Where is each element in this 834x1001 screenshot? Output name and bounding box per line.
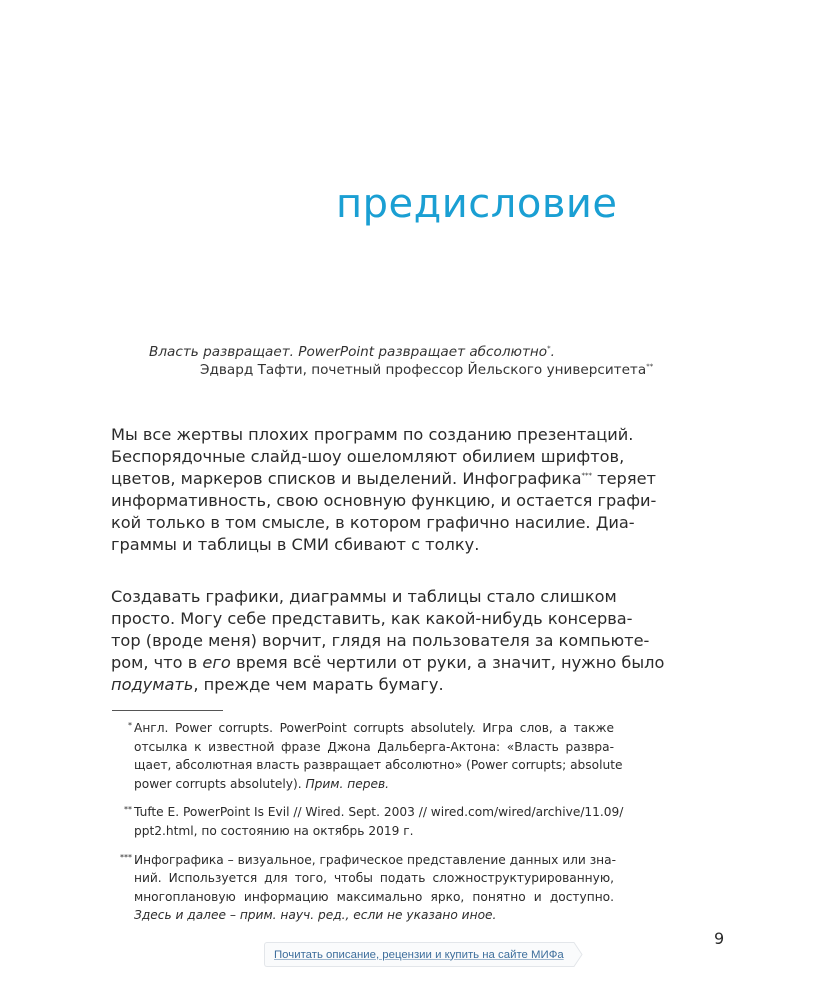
footnote-line: Tufte E. PowerPoint Is Evil // Wired. Sept. 2003 // wired.com/wired/archive/11.09/ bbox=[134, 805, 624, 820]
paragraph-2-text: , прежде чем марать бумагу. bbox=[193, 675, 444, 694]
translator-note: Прим. перев. bbox=[305, 776, 390, 791]
paragraph-2-line: тор (вроде меня) ворчит, глядя на пользователя за компьюте- bbox=[111, 631, 650, 650]
emphasis-text: подумать bbox=[111, 675, 194, 694]
footnote-line: щает, абсолютная власть развращает абсолютно» (Power corrupts; absolute bbox=[134, 758, 623, 773]
epigraph-quote-text: Власть развращает. PowerPoint развращает абсолютно bbox=[149, 344, 548, 360]
paragraph-1-line: Мы все жертвы плохих программ по созданию презентаций. bbox=[111, 425, 634, 444]
paragraph-1-line bbox=[111, 468, 656, 490]
paragraph-2 bbox=[111, 586, 665, 696]
footnote-line: Инфографика – визуальное, графическое представление данных или зна- bbox=[134, 852, 617, 867]
arrow-tip-icon bbox=[571, 942, 583, 967]
epigraph-attribution-text: Эдвард Тафти, почетный профессор Йельского университета bbox=[200, 362, 647, 378]
paragraph-1-line: граммы и таблицы в СМИ сбивают с толку. bbox=[111, 535, 480, 554]
epigraph-attribution bbox=[149, 361, 654, 379]
paragraph-1-line-text: цветов, маркеров списков и выделений. Инфографика bbox=[111, 469, 582, 488]
emphasis-text: его bbox=[202, 653, 231, 672]
paragraph-2-line: Создавать графики, диаграммы и таблицы стало слишком bbox=[111, 587, 617, 606]
editor-note: Здесь и далее – прим. науч. ред., если не указано иное. bbox=[134, 908, 497, 923]
paragraph-2-line bbox=[111, 674, 613, 696]
footnote-marker: * bbox=[128, 721, 132, 730]
footnote-line bbox=[134, 775, 614, 794]
paragraph-1-line-tail: теряет bbox=[592, 469, 656, 488]
paragraph-1-line: Беспорядочные слайд-шоу ошеломляют обилием шрифтов, bbox=[111, 447, 625, 466]
footnote-ref-2[interactable]: ** bbox=[646, 362, 654, 371]
paragraph-2-line bbox=[111, 652, 665, 674]
epigraph bbox=[149, 343, 654, 379]
page-title: предисловие bbox=[336, 181, 618, 227]
footnote-marker: ** bbox=[124, 805, 132, 815]
paragraph-1-line: кой только в том смысле, в котором графично насилие. Диа- bbox=[111, 513, 635, 532]
footnote-line: отсылка к известной фразе Джона Дальберга-Актона: «Власть развра- bbox=[134, 739, 614, 754]
buy-link-button[interactable] bbox=[264, 942, 583, 967]
footnote-ref-1[interactable]: * bbox=[547, 344, 551, 353]
footnote-1 bbox=[112, 719, 623, 793]
paragraph-2-text: ром, что в bbox=[111, 653, 203, 672]
paragraph-2-line: просто. Могу себе представить, как какой-нибудь консерва- bbox=[111, 609, 633, 628]
paragraph-1 bbox=[111, 424, 657, 556]
footnote-2 bbox=[112, 803, 624, 840]
footnote-marker: *** bbox=[120, 852, 132, 862]
footnote-line: многоплановую информацию максимально ярко, понятно и доступно. bbox=[134, 889, 614, 904]
footnote-line: Англ. Power corrupts. PowerPoint corrupts absolutely. Игра слов, а также bbox=[134, 721, 614, 735]
buy-link[interactable]: Почитать описание, рецензии и купить на сайте МИФа bbox=[264, 942, 571, 967]
footnotes bbox=[112, 719, 624, 935]
footnote-line: ний. Используется для того, чтобы подать сложноструктурированную, bbox=[134, 871, 614, 886]
paragraph-1-line: информативность, свою основную функцию, и остается графи- bbox=[111, 491, 657, 510]
footnote-text: power corrupts absolutely). bbox=[134, 776, 306, 791]
footnote-ref-3[interactable]: *** bbox=[581, 471, 593, 480]
page-number: 9 bbox=[714, 929, 725, 948]
epigraph-quote bbox=[149, 343, 613, 361]
footnote-divider bbox=[112, 710, 223, 711]
footnote-line: ppt2.html, по состоянию на октябрь 2019 г. bbox=[134, 823, 414, 838]
footnote-3 bbox=[112, 851, 617, 925]
paragraph-2-text: время всё чертили от руки, а значит, нужно было bbox=[230, 653, 665, 672]
epigraph-quote-end: . bbox=[550, 344, 555, 360]
